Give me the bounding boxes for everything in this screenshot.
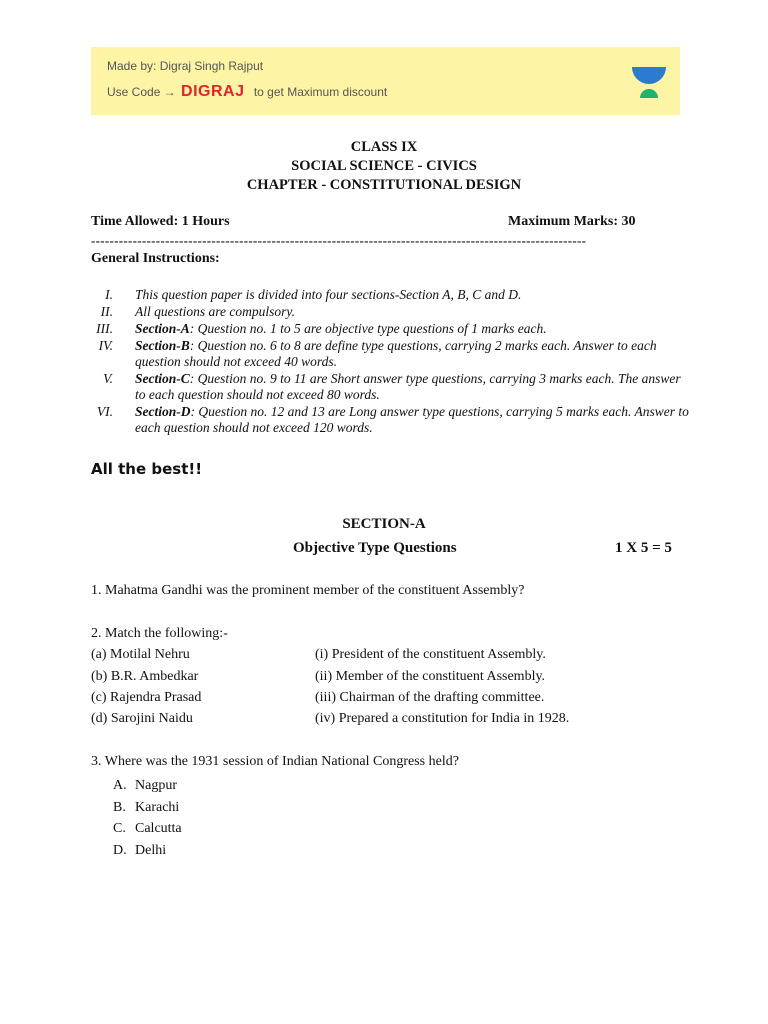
option-item: [113, 818, 182, 840]
section-label: Section-B: [135, 338, 190, 353]
option-label: D.: [113, 842, 127, 858]
option-item: [113, 840, 182, 862]
instruction-detail: : Question no. 6 to 8 are define type questions, carrying 2 marks each. Answer to each question should not exceed 40 words.: [135, 338, 657, 369]
use-code-prefix: Use Code →: [107, 85, 176, 99]
option-text: Nagpur: [135, 778, 177, 793]
instruction-detail: : Question no. 1 to 5 are objective type questions of 1 marks each.: [189, 321, 547, 336]
match-left: (c) Rajendra Prasad: [91, 690, 202, 705]
instruction-item: [91, 287, 691, 303]
instruction-number: I.: [105, 287, 113, 302]
instruction-item: [91, 338, 691, 370]
maximum-marks: Maximum Marks: 30: [508, 214, 636, 229]
match-left: (a) Motilal Nehru: [91, 647, 190, 662]
class-heading: CLASS IX: [350, 139, 418, 155]
instruction-number: V.: [103, 371, 113, 386]
unacademy-logo-icon: [631, 65, 667, 99]
subject-heading: SOCIAL SCIENCE - CIVICS: [291, 158, 477, 174]
match-left: (d) Sarojini Naidu: [91, 711, 193, 726]
option-label: B.: [113, 799, 126, 815]
instruction-item: [91, 404, 691, 436]
time-allowed: Time Allowed: 1 Hours: [91, 214, 230, 229]
divider-line: -----------------------------------------------------------------------------------------------------------: [91, 233, 587, 248]
section-a-marks: 1 X 5 = 5: [615, 540, 672, 556]
instruction-number: IV.: [98, 338, 113, 353]
question-1: 1. Mahatma Gandhi was the prominent member of the constituent Assembly?: [91, 583, 525, 598]
instruction-item: [91, 304, 691, 320]
instructions-title: General Instructions:: [91, 251, 220, 266]
instruction-item: [91, 371, 691, 403]
instruction-text: [135, 404, 691, 436]
instruction-number: III.: [96, 321, 113, 336]
instruction-text: This question paper is divided into four sections-Section A, B, C and D.: [135, 287, 522, 302]
instruction-text: [135, 338, 691, 370]
best-wishes: All the best!!: [91, 460, 203, 478]
instruction-item: [91, 321, 691, 337]
match-right: (iv) Prepared a constitution for India in 1928.: [315, 711, 570, 726]
section-label: Section-D: [135, 404, 191, 419]
match-right: (iii) Chairman of the drafting committee.: [315, 690, 545, 705]
made-by-text: Made by: Digraj Singh Rajput: [107, 59, 264, 73]
match-left: (b) B.R. Ambedkar: [91, 669, 199, 684]
promo-code: DIGRAJ: [181, 83, 245, 100]
option-label: A.: [113, 778, 127, 793]
instructions-list: [91, 287, 691, 437]
instruction-text: All questions are compulsory.: [135, 304, 295, 319]
option-text: Karachi: [135, 799, 180, 815]
question-3-options: [113, 775, 182, 861]
section-a-title: SECTION-A: [342, 516, 426, 532]
section-label: Section-A: [135, 321, 190, 336]
option-label: C.: [113, 821, 126, 836]
option-item: [113, 775, 182, 797]
match-right: (ii) Member of the constituent Assembly.: [315, 669, 546, 684]
match-right: (i) President of the constituent Assembly.: [315, 647, 546, 662]
question-2-prompt: 2. Match the following:-: [91, 626, 228, 641]
option-text: Delhi: [135, 842, 167, 858]
section-label: Section-C: [135, 371, 190, 386]
instruction-text: [135, 321, 691, 337]
promo-banner: [91, 47, 680, 115]
instruction-text: [135, 371, 691, 403]
instruction-number: II.: [100, 304, 113, 319]
instruction-detail: : Question no. 9 to 11 are Short answer type questions, carrying 3 marks each. The answer to each question should not exceed 80 words.: [135, 371, 681, 402]
instruction-number: VI.: [96, 404, 113, 419]
option-item: [113, 797, 182, 819]
use-code-suffix: to get Maximum discount: [253, 85, 388, 99]
question-3-prompt: 3. Where was the 1931 session of Indian National Congress held?: [91, 754, 459, 769]
section-a-subtitle: Objective Type Questions: [293, 540, 457, 556]
use-code-line: [107, 83, 387, 101]
chapter-heading: CHAPTER - CONSTITUTIONAL DESIGN: [246, 177, 522, 193]
option-text: Calcutta: [135, 821, 182, 836]
instruction-detail: : Question no. 12 and 13 are Long answer type questions, carrying 5 marks each. Answer to each question should not exceed 120 words.: [135, 404, 689, 435]
